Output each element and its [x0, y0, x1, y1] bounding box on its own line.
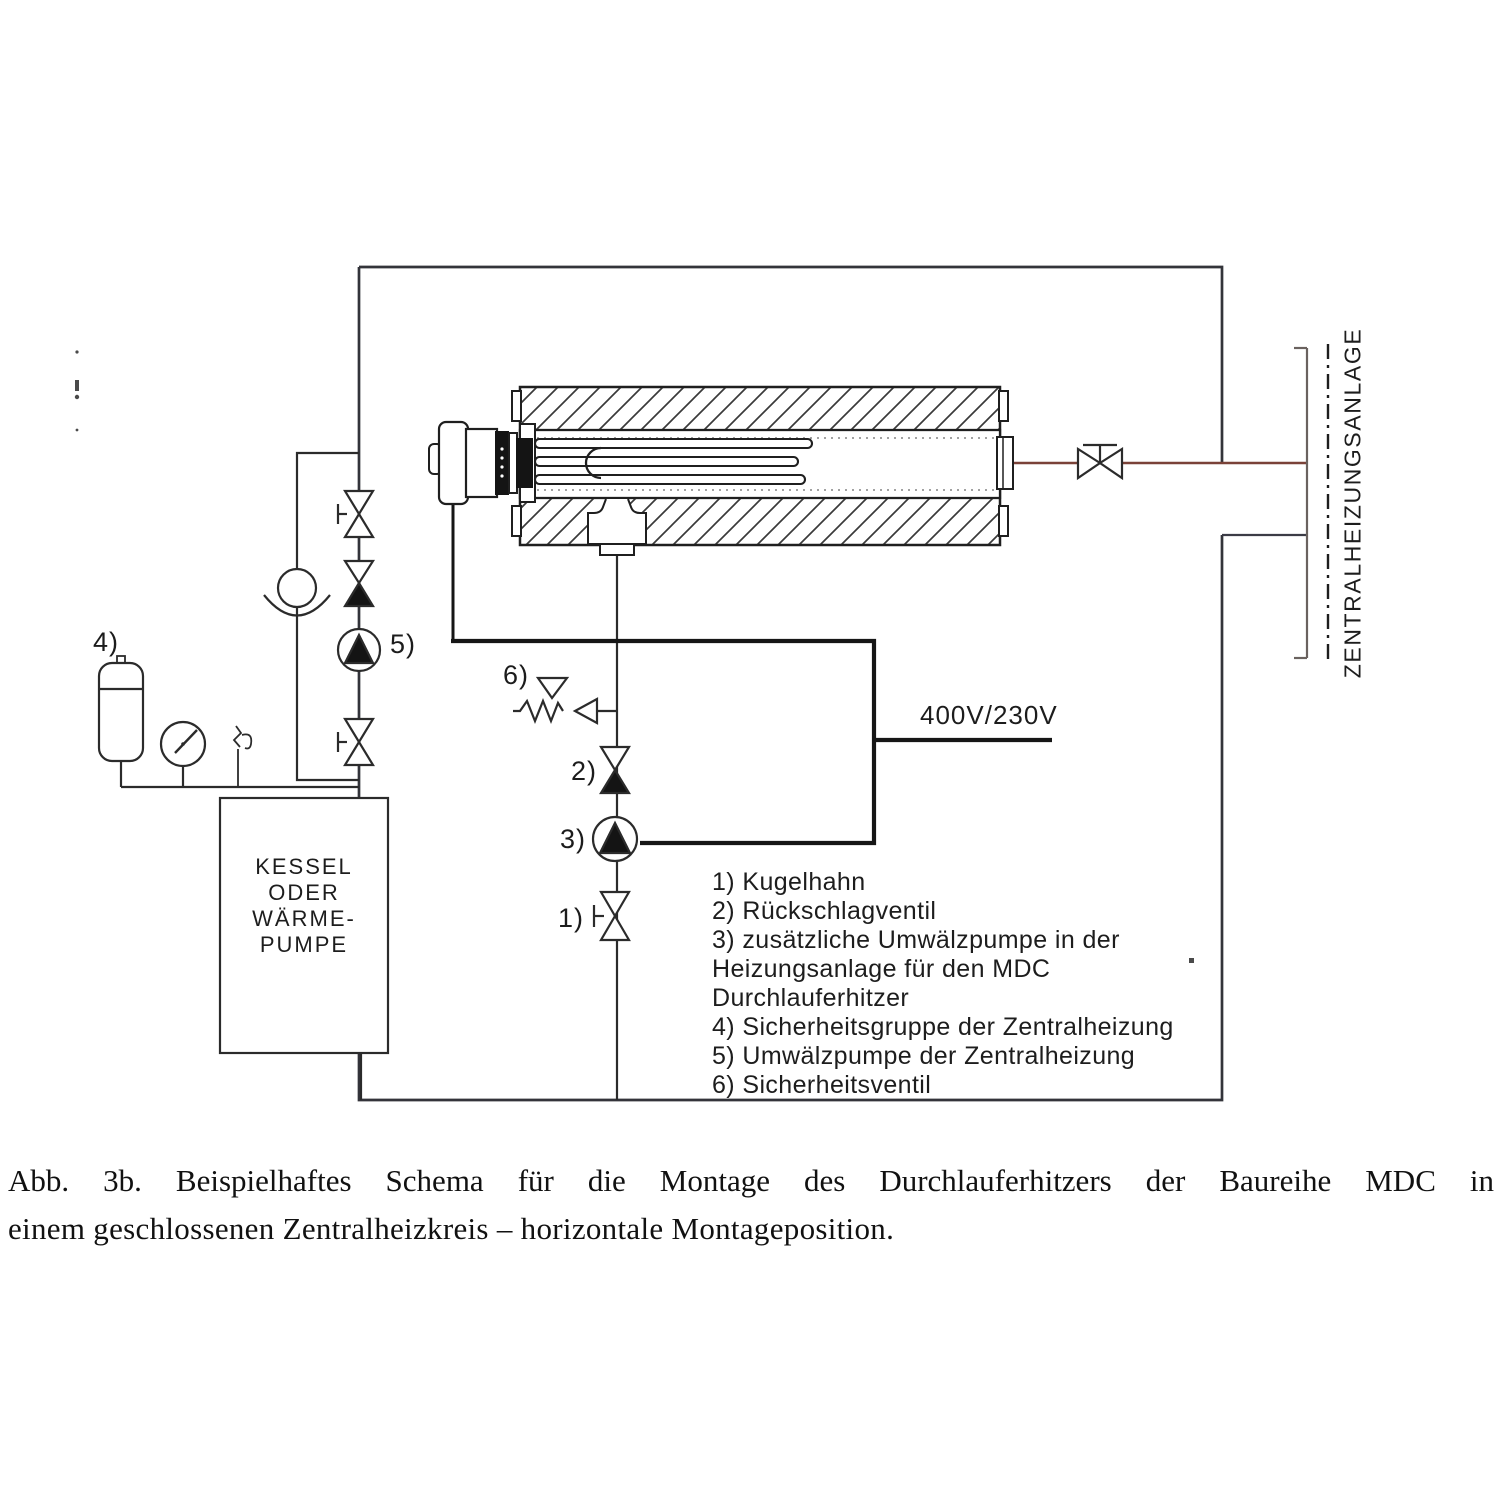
figure-caption-line2: einem geschlossenen Zentralheizkreis – horizontale Montageposition. — [8, 1211, 895, 1246]
left-riser-components — [338, 491, 380, 765]
legend-line: 6) Sicherheitsventil — [712, 1071, 932, 1099]
pump-3-icon — [593, 817, 637, 861]
bypass-circle-icon — [278, 569, 316, 607]
boiler-label-line: ODER — [268, 879, 340, 905]
legend-line: 2) Rückschlagventil — [712, 897, 937, 925]
bypass-loop — [264, 453, 359, 780]
marker-4: 4) — [93, 627, 120, 657]
shutoff-valve-top-icon — [338, 491, 373, 537]
electrical-lines — [451, 503, 1052, 843]
legend-line: 4) Sicherheitsgruppe der Zentralheizung — [712, 1013, 1174, 1041]
air-vent-icon — [234, 726, 251, 787]
boiler-label-line: KESSEL — [255, 853, 353, 879]
safety-group — [99, 656, 359, 787]
central-heating-connection — [1222, 344, 1328, 662]
check-valve-2-icon — [601, 747, 629, 793]
boiler-label — [220, 798, 388, 1053]
heater-electric-head — [429, 422, 533, 504]
heater-cross-section — [429, 387, 1013, 555]
pressure-gauge-icon — [161, 722, 205, 787]
flow-line-red — [1013, 445, 1307, 478]
legend-line: Durchlauferhitzer — [712, 984, 910, 1012]
boiler-label-line: WÄRME- — [252, 905, 356, 931]
marker-1: 1) — [558, 903, 585, 933]
heating-element-tubes — [535, 439, 812, 484]
legend-line: 1) Kugelhahn — [712, 868, 866, 896]
expansion-vessel-icon — [99, 656, 143, 787]
legend-line: 5) Umwälzpumpe der Zentralheizung — [712, 1042, 1136, 1070]
central-pipe-components — [593, 747, 637, 940]
figure-caption-line1: Abb. 3b. Beispielhaftes Schema für die Montage des Durchlauferhitzers der Baureihe MDC in — [8, 1163, 1494, 1198]
marker-2: 2) — [571, 756, 598, 786]
legend-line: 3) zusätzliche Umwälzpumpe in der — [712, 926, 1120, 954]
marker-5: 5) — [390, 629, 417, 659]
shutoff-valve-bottom-icon — [338, 719, 373, 765]
ball-valve-1-icon — [594, 892, 629, 940]
legend — [712, 868, 1174, 1100]
heater-outlet-port — [997, 437, 1013, 489]
boiler-label-line: PUMPE — [259, 931, 349, 957]
legend-line: Heizungsanlage für den MDC — [712, 955, 1051, 983]
central-heating-plant-label: ZENTRALHEIZUNGSANLAGE — [1339, 327, 1366, 679]
flow-shutoff-valve-icon — [1078, 445, 1122, 478]
plant-solid-line — [1294, 348, 1307, 658]
check-valve-left-icon — [345, 561, 373, 606]
marker-3: 3) — [560, 824, 587, 854]
marker-6: 6) — [503, 660, 530, 690]
power-rating-label: 400V/230V — [920, 700, 1058, 730]
pump-5-icon — [338, 629, 380, 671]
